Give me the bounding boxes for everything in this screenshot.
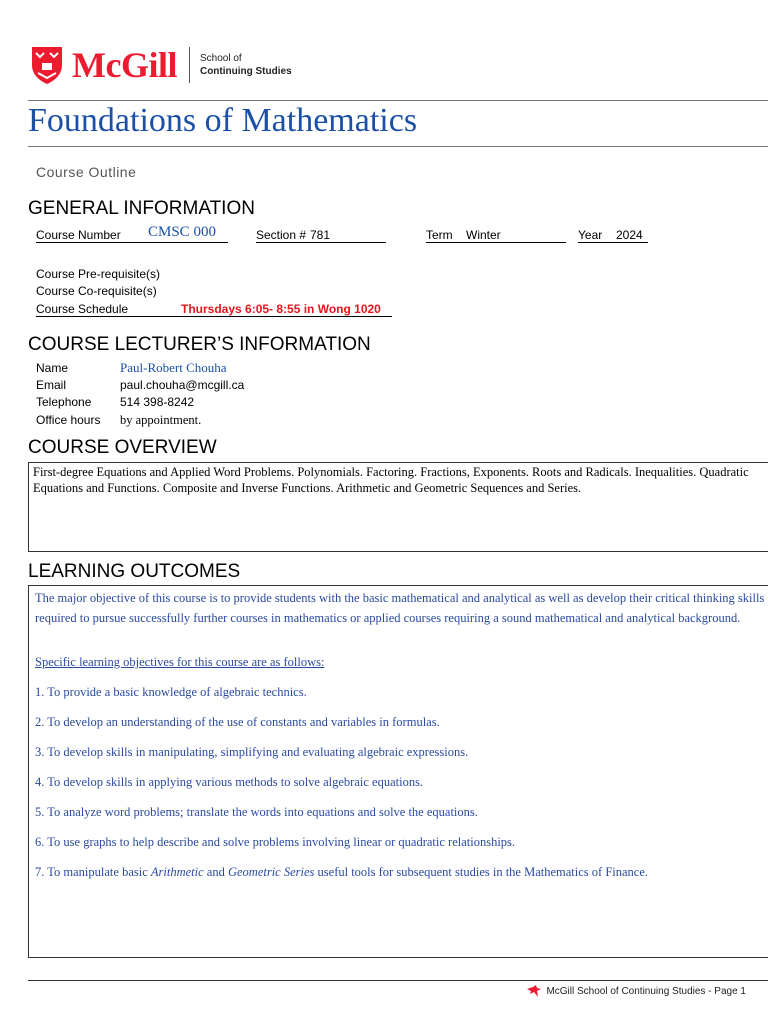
objective-item: 2. To develop an understanding of the use of constants and variables in formulas. [35,715,440,729]
term-value: Winter [466,228,501,242]
logo-divider [189,47,190,83]
item7-pre: 7. To manipulate basic [35,865,151,879]
course-number-value: CMSC 000 [148,224,216,240]
overview-text: First-degree Equations and Applied Word Problems. Polynomials. Factoring. Fractions, Exponents. Roots and Radicals. Inequalities. Quadratic Equations and Functions. Composite and Inverse Functions. Arithmetic and Geometric Sequences and Series. [33,465,749,495]
objective-item: 5. To analyze word problems; translate the words into equations and solve the equations. [35,805,478,819]
course-number-label: Course Number [36,228,121,242]
name-label: Name [36,361,69,375]
schedule-underline [36,316,392,317]
email-label: Email [36,378,67,392]
item7-post: useful tools for subsequent studies in the Mathematics of Finance. [314,865,649,879]
overview-box [28,462,768,552]
office-hours: by appointment. [120,413,202,427]
outcomes-heading: LEARNING OUTCOMES [28,561,241,582]
schedule-value: Thursdays 6:05- 8:55 in Wong 1020 [181,302,381,316]
coreq-label: Course Co-requisite(s) [36,284,157,298]
year-label: Year [578,228,603,242]
school-line-1: School of [199,53,242,64]
specific-objectives-heading: Specific learning objectives for this course are as follows: [35,655,325,669]
lecturer-name: Paul-Robert Chouha [120,360,227,375]
course-number-underline [36,242,228,243]
schedule-label: Course Schedule [36,302,129,316]
title-rule-top [28,100,768,101]
lecturer-heading: COURSE LECTURER’S INFORMATION [28,334,371,355]
page-title: Foundations of Mathematics [28,102,418,139]
section-label: Section # [256,228,307,242]
brand-name: McGill [72,45,177,85]
hours-label: Office hours [36,413,101,427]
objective-item: 4. To develop skills in applying various methods to solve algebraic equations. [35,775,424,789]
lecturer-phone: 514 398-8242 [120,395,195,409]
year-underline [578,242,648,243]
year-value: 2024 [616,228,643,242]
prereq-label: Course Pre-requisite(s) [36,267,161,281]
school-line-2: Continuing Studies [199,66,292,77]
mcgill-logo [30,40,292,90]
outcomes-intro: The major objective of this course is to provide students with the basic mathematical and analytical as well as develop their critical thinking skills required to pursue successfully further courses in mathematics or applied courses requiring a sound mathematical and analytical background. [35,591,765,625]
objective-item: 6. To use graphs to help describe and solve problems involving linear or quadratic relationships. [35,835,516,849]
objective-item-7 [35,862,766,882]
overview-heading: COURSE OVERVIEW [28,437,217,458]
lecturer-email: paul.chouha@mcgill.ca [120,378,245,392]
page-subtitle: Course Outline [36,164,137,180]
school-name [200,52,292,78]
item7-and: and [203,865,228,879]
phone-label: Telephone [36,395,92,409]
term-underline [426,242,566,243]
footer-rule [28,980,768,981]
general-heading: GENERAL INFORMATION [28,198,255,219]
objective-item: 3. To develop skills in manipulating, simplifying and evaluating algebraic expressions. [35,745,469,759]
item7-arithmetic: Arithmetic [150,865,204,879]
title-rule-bottom [28,146,768,147]
mcgill-crest-icon [30,45,64,85]
mcgill-bird-icon [527,985,541,997]
section-value: 781 [310,228,331,242]
objective-item: 1. To provide a basic knowledge of algebraic technics. [35,685,307,699]
footer-text: McGill School of Continuing Studies - Page 1 [546,985,746,997]
term-label: Term [426,228,453,242]
outcomes-box [28,585,768,958]
section-underline [256,242,386,243]
item7-geometric: Geometric Series [227,865,315,879]
footer [527,985,746,997]
